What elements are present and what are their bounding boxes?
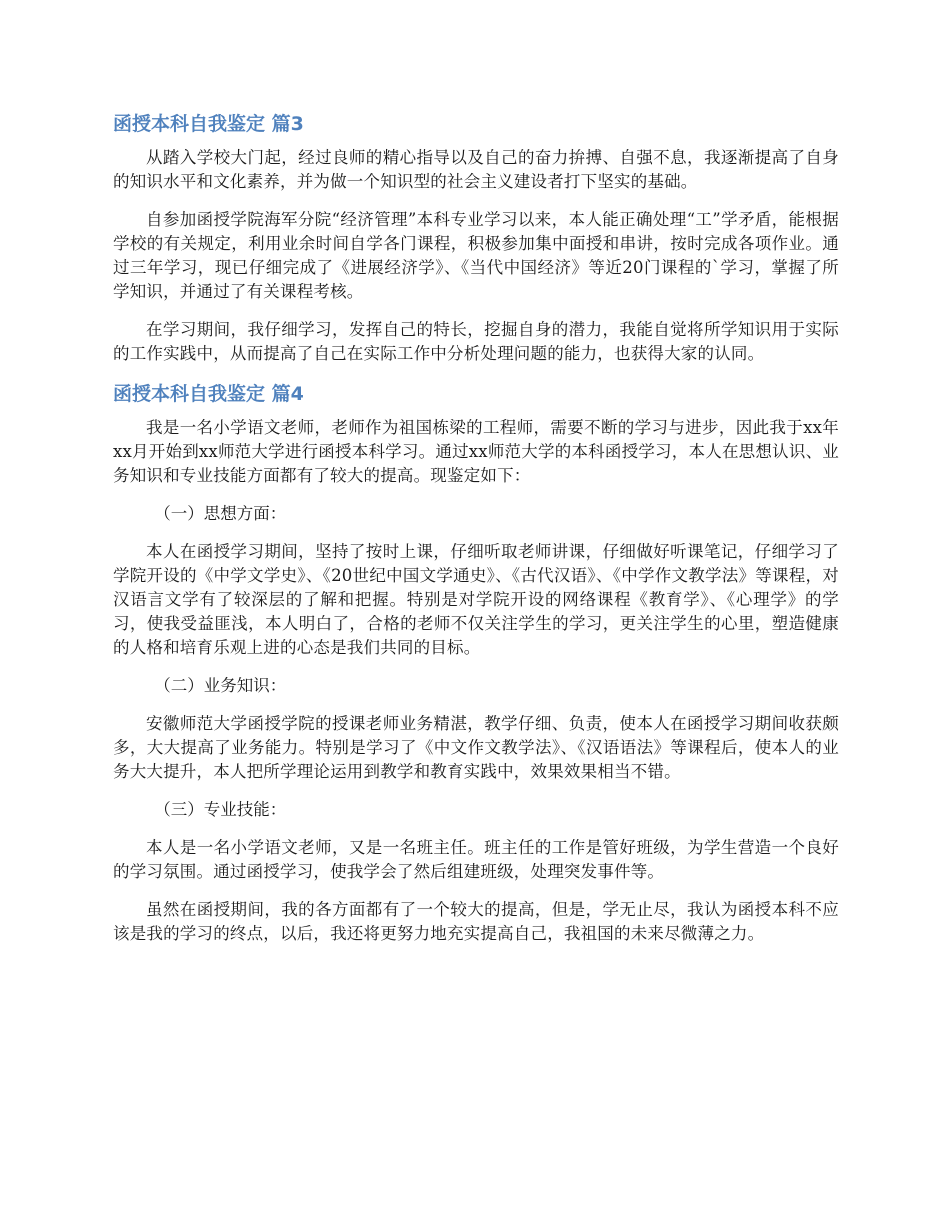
paragraph: 本人在函授学习期间，坚持了按时上课，仔细听取老师讲课，仔细做好听课笔记，仔细学习了学院开设的《中学文学史》、《20世纪中国文学通史》、《古代汉语》、《中学作文教学法》等课程，对汉语言文学有了较深层的了解和把握。特别是对学院开设的网络课程《教育学》、《心理学》的学习，使我受益匪浅，本人明白了，合格的老师不仅关注学生的学习，更关注学生的心里，塑造健康的人格和培育乐观上进的心态是我们共同的目标。 [113, 542, 839, 657]
document-page [113, 104, 839, 960]
subheading-skills: （三）专业技能： [154, 800, 287, 819]
subheading-thought: （一）思想方面： [154, 504, 287, 523]
paragraph: 我是一名小学语文老师，老师作为祖国栋梁的工程师，需要不断的学习与进步，因此我于xx年xx月开始到xx师范大学进行函授本科学习。通过xx师范大学的本科函授学习，本人在思想认识、业务知识和专业技能方面都有了较大的提高。现鉴定如下： [113, 418, 839, 485]
paragraph: 自参加函授学院海军分院“经济管理”本科专业学习以来，本人能正确处理“工”学矛盾，能根据学校的有关规定，利用业余时间自学各门课程，积极参加集中面授和串讲，按时完成各项作业。通过三年学习，现已仔细完成了《进展经济学》、《当代中国经济》等近20门课程的`学习，掌握了所学知识，并通过了有关课程考核。 [113, 210, 839, 301]
paragraph: 虽然在函授期间，我的各方面都有了一个较大的提高，但是，学无止尽，我认为函授本科不应该是我的学习的终点，以后，我还将更努力地充实提高自己，我祖国的未来尽微薄之力。 [113, 900, 839, 943]
section-heading-3: 函授本科自我鉴定 篇3 [113, 113, 304, 135]
paragraph: 在学习期间，我仔细学习，发挥自己的特长，挖掘自身的潜力，我能自觉将所学知识用于实际的工作实践中，从而提高了自己在实际工作中分析处理问题的能力，也获得大家的认同。 [113, 320, 839, 363]
paragraph: 本人是一名小学语文老师，又是一名班主任。班主任的工作是管好班级，为学生营造一个良好的学习氛围。通过函授学习，使我学会了然后组建班级，处理突发事件等。 [113, 838, 839, 881]
paragraph: 安徽师范大学函授学院的授课老师业务精湛，教学仔细、负责，使本人在函授学习期间收获颇多，大大提高了业务能力。特别是学习了《中文作文教学法》、《汉语语法》等课程后，使本人的业务大大提升，本人把所学理论运用到教学和教育实践中，效果效果相当不错。 [113, 714, 839, 781]
subheading-business: （二）业务知识： [154, 676, 287, 695]
paragraph: 从踏入学校大门起，经过良师的精心指导以及自己的奋力拚搏、自强不息，我逐渐提高了自身的知识水平和文化素养，并为做一个知识型的社会主义建设者打下坚实的基础。 [113, 148, 839, 191]
section-heading-4: 函授本科自我鉴定 篇4 [113, 383, 304, 405]
